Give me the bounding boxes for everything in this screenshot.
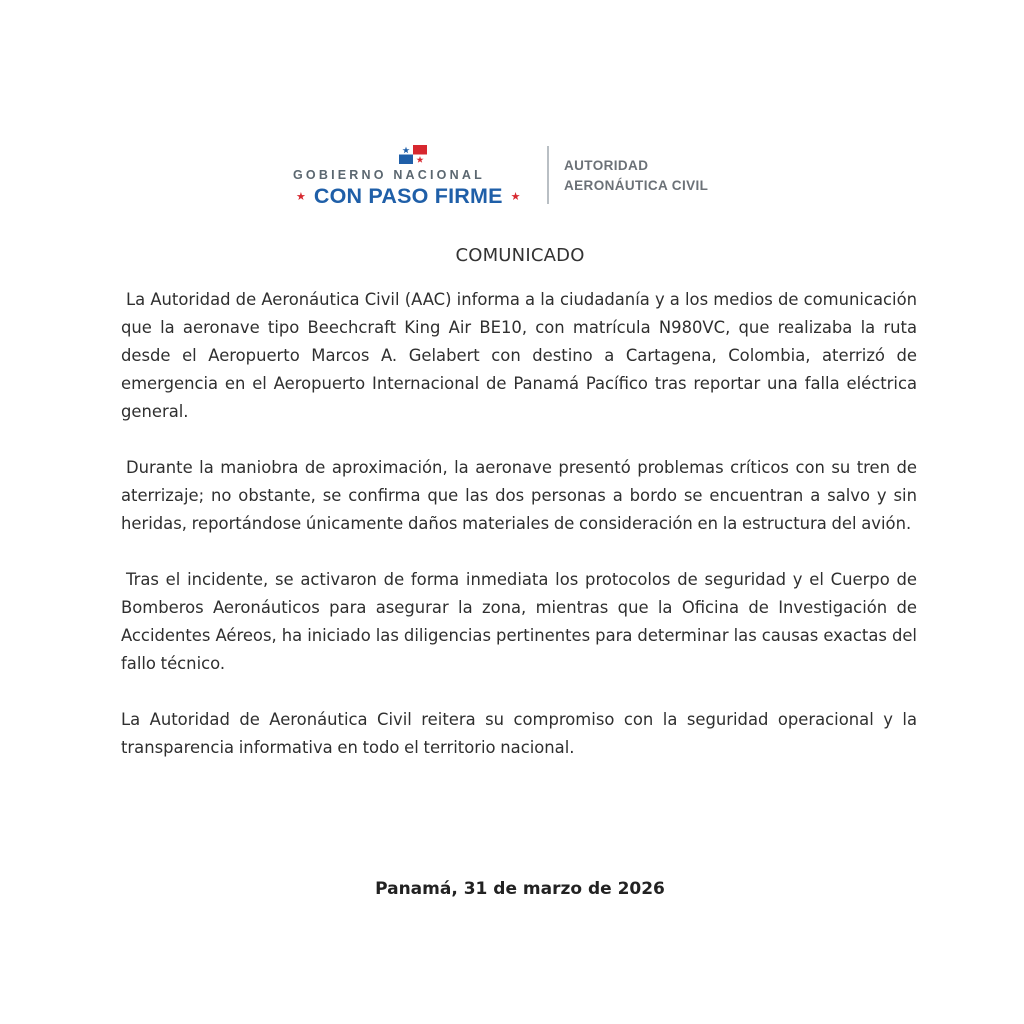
paragraph-1: La Autoridad de Aeronáutica Civil (AAC) informa a la ciudadanía y a los medios de comunicación que la aeronave tipo Beechcraft King Air BE10, con matrícula N980VC, que realizaba la ruta desde el Aeropuerto Marcos A. Gelabert con destino a Cartagena, Colombia, aterrizó de emergencia en el Aeropuerto Internacional de Panamá Pacífico tras reportar una falla eléctrica general. — [121, 290, 917, 421]
date-line: Panamá, 31 de marzo de 2026 — [375, 879, 665, 899]
aac-line-1: AUTORIDAD — [564, 158, 649, 173]
paragraph-3: Tras el incidente, se activaron de forma inmediata los protocolos de seguridad y el Cuerpo de Bomberos Aeronáuticos para asegurar la zona, mientras que la Oficina de Investigación de Accidentes Aéreos, ha iniciado las diligencias pertinentes para determinar las causas exactas del fallo técnico. — [121, 570, 917, 673]
logo-divider — [547, 146, 549, 204]
con-paso-firme-text: CON PASO FIRME — [313, 183, 503, 208]
red-star-icon: ★ — [510, 189, 521, 203]
aac-logo-text — [564, 156, 708, 196]
paragraph-4: La Autoridad de Aeronáutica Civil reitera su compromiso con la seguridad operacional y la transparencia informativa en todo el territorio nacional. — [121, 710, 917, 757]
paragraph-2: Durante la maniobra de aproximación, la aeronave presentó problemas críticos con su tren de aterrizaje; no obstante, se confirma que las dos personas a bordo se encuentran a salvo y sin heridas, reportándose únicamente daños materiales de consideración en la estructura del avión. — [121, 458, 917, 533]
gobierno-nacional-text: GOBIERNO NACIONAL — [293, 168, 485, 182]
page-title: COMUNICADO — [455, 245, 585, 266]
header — [0, 0, 1024, 230]
communique-body — [121, 286, 917, 790]
aac-line-2: AERONÁUTICA CIVIL — [564, 178, 709, 193]
con-paso-firme-logo — [296, 182, 536, 210]
panama-flag-icon — [399, 145, 427, 164]
red-star-icon: ★ — [296, 189, 306, 203]
